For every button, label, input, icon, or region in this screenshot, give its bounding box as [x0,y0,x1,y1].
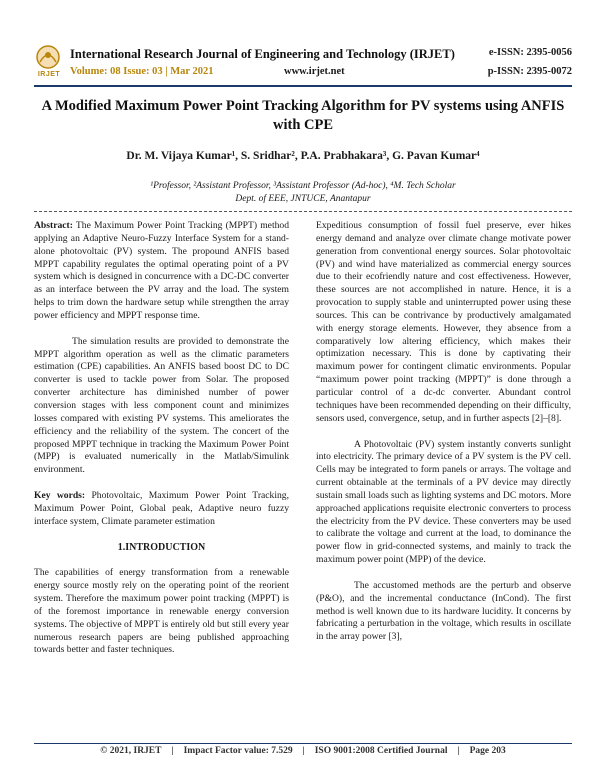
journal-header [34,44,572,84]
keywords-label: Key words: [34,490,86,502]
footer-divider [34,743,572,744]
footer-iso: ISO 9001:2008 Certified Journal [314,746,448,756]
intro-paragraph-1: The capabilities of energy transformation from a renewable energy source mostly rely on the operating point of the reorient system. Therefore the maximum power point tracking (MPPT) is of the foremost importance in renewable energy conversion systems. The objective of MPPT is entirely old but still every year numerous research papers are being published approaching towards better and faster techniques. [34,567,289,656]
logo-text: IRJET [37,71,61,78]
section-divider [34,211,572,212]
affiliation-line-1: ¹Professor, ²Assistant Professor, ³Assistant Professor (Ad-hoc), ⁴M. Tech Scholar [150,181,456,191]
right-paragraph-2: A Photovoltaic (PV) system instantly converts sunlight into electricity. The primary device of a PV system is the PV cell. Cells may be integrated to form panels or arrays. The voltage and current obtainable at the terminals of a PV device may directly sustain small loads such as lighting systems and DC motors. More approached applications requisite electronic converters to process the electricity from the PV device. These converters may be used to calibrate the voltage and current at the load, to dominance the power flow in grid-connected systems, and mainly to track the maximum power point (MPP) of the device. [316,438,571,566]
authors: Dr. M. Vijaya Kumar¹, S. Sridhar², P.A. Prabhakara³, G. Pavan Kumar⁴ [126,150,480,162]
volume-issue: Volume: 08 Issue: 03 | Mar 2021 [70,66,214,77]
affiliation [34,180,572,206]
abstract-label: Abstract: [34,220,73,231]
right-paragraph-1: Expeditious consumption of fossil fuel preserve, ever hikes energy demand and analyze over climate change motivate power generation from conventional energy sources. Solar photovoltaic (PV) and wind have materialized as commercial energy sources due to their ecofriendly nature and cost effectiveness. However, these sources are not accomplished in nature. Hence, it is a provocation to supply stable and uninterrupted power using these sources. This can be contrivance by productively amalgamated with energy storage elements. However, they absence from a comparatively low altering efficiency, which makes their optimization necessary. This is done by captivating their maximum power for contingent climatic environments. Popular “maximum power point tracking (MPPT)” is done through a particular control of a dc-dc converter. Abundant control techniques have been recommended depending on their difficulty, sensors used, convergence, setup, and in further aspects [2]–[8]. [316,220,571,424]
footer-page-number: Page 203 [469,746,506,756]
website-link[interactable]: www.irjet.net [284,66,345,77]
footer-copyright: © 2021, IRJET [100,746,162,756]
abstract-paragraph-2: The simulation results are provided to demonstrate the MPPT algorithm operation as well as the climatic parameters estimation (CPE) capabilities. An ANFIS based boost DC to DC converter is used to tackle power from Solar. The proposed converter architecture has diminished number of power conversion stages with less component count and minimizes losses compared with existing PV systems. This ameliorates the efficiency and the reliability of the system. The concert of the proposed MPPT technique in tracking the Maximum Power Point (MPP) is evaluated numerically in the Matlab/Simulink environment. [34,335,289,476]
right-column [316,220,571,644]
title-line-1: A Modified Maximum Power Point Tracking Algorithm for PV systems using ANFIS [41,98,565,114]
abstract [34,220,289,323]
right-paragraph-3: The accustomed methods are the perturb and observe (P&O), and the incremental conductance (InCond). The first method is well known due to its hardware lucidity. It concerns by fabricating a perturbation in the voltage, which results in oscillate in the array power [3], [316,579,571,643]
journal-name: International Research Journal of Engineering and Technology (IRJET) [70,47,455,61]
header-divider [34,85,572,87]
title-line-2: with CPE [272,117,334,133]
keywords [34,490,289,529]
footer-impact-factor: Impact Factor value: 7.529 [183,746,293,756]
keywords-text: Photovoltaic, Maximum Power Point Tracking, Maximum Power Point, Global peak, Adaptive neuro fuzzy interface system, Climate parameter estimation [34,490,289,527]
p-issn: p-ISSN: 2395-0072 [487,66,572,77]
left-column [34,220,289,657]
page-footer: © 2021, IRJET | Impact Factor value: 7.529 | ISO 9001:2008 Certified Journal | Page 203 [100,746,506,756]
section-heading-introduction: 1.INTRODUCTION [117,541,206,553]
paper-title [34,97,572,135]
e-issn: e-ISSN: 2395-0056 [488,47,572,58]
abstract-text: The Maximum Power Point Tracking (MPPT) method applying an Adaptive Neuro-Fuzzy Interface System for a stand-alone photovoltaic (PV) system. The propound ANFIS based MPPT capability regulates the optimal operating point of a PV system which is designed in concurrence with a DC-DC converter as an interface between the PV array and the load. The system helps to trim down the hardware setup while strengthen the array power efficiency and MPPT response time. [34,220,289,321]
affiliation-line-2: Dept. of EEE, JNTUCE, Anantapur [235,194,371,204]
